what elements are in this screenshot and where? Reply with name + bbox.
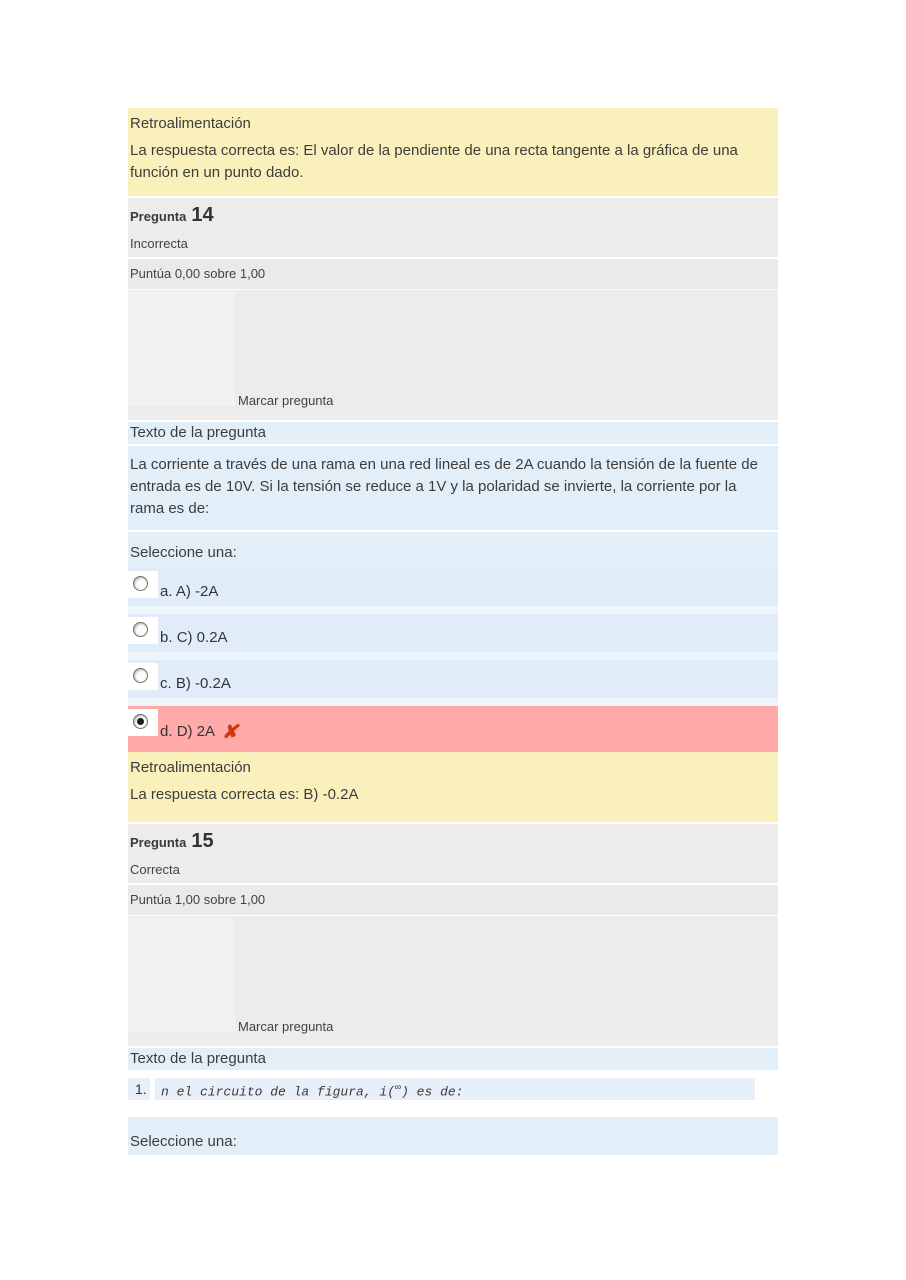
- quiz-content-column: [128, 108, 778, 1155]
- question-number-line: [130, 830, 778, 853]
- question-label: Pregunta: [130, 209, 187, 224]
- option-text: C) 0.2A: [176, 629, 228, 646]
- question14-grade: Puntúa 0,00 sobre 1,00: [128, 259, 778, 289]
- question15-flag-area: [128, 916, 778, 1046]
- option-text: A) -2A: [175, 583, 219, 600]
- option-row-d-selected-incorrect[interactable]: [128, 706, 778, 752]
- question14-flag-area: [128, 290, 778, 420]
- radio-button-d-checked[interactable]: [133, 714, 148, 729]
- option-label[interactable]: [160, 721, 238, 744]
- option-key: c.: [160, 675, 172, 692]
- feedback-text: La respuesta correcta es: El valor de la pendiente de una recta tangente a la gráfica de una función en un punto dado.: [130, 142, 738, 181]
- feedback-text: La respuesta correcta es: B) -0.2A: [130, 786, 359, 803]
- feedback-title: Retroalimentación: [130, 759, 251, 776]
- question15-text: [155, 1078, 755, 1100]
- option-key: d.: [160, 723, 173, 740]
- question14-options: [128, 568, 778, 752]
- radio-cell: [128, 617, 158, 644]
- question14-info: [128, 198, 778, 257]
- question-info-column: [128, 918, 235, 1032]
- radio-cell: [128, 571, 158, 598]
- option-row-b[interactable]: [128, 614, 778, 652]
- question-number: 14: [191, 204, 214, 226]
- radio-button-b[interactable]: [133, 622, 148, 637]
- option-key: b.: [160, 629, 173, 646]
- option-label[interactable]: [160, 583, 218, 600]
- feedback-box-q13: [128, 108, 778, 196]
- question15-grade: Puntúa 1,00 sobre 1,00: [128, 885, 778, 915]
- question14-prompt: Seleccione una:: [128, 532, 778, 568]
- question15-prompt: Seleccione una:: [128, 1117, 778, 1155]
- option-row-c[interactable]: [128, 660, 778, 698]
- option-text: D) 2A: [176, 723, 216, 740]
- incorrect-cross-icon: ✘: [222, 722, 238, 743]
- option-text: B) -0.2A: [175, 675, 231, 692]
- infinity-symbol: ∞: [395, 1083, 402, 1094]
- mono-text-pre: n el circuito de la figura, i(: [161, 1084, 396, 1100]
- radio-button-c[interactable]: [133, 668, 148, 683]
- question-info-column: [128, 292, 235, 406]
- list-marker: 1.: [128, 1078, 150, 1100]
- option-row-a[interactable]: [128, 568, 778, 606]
- question15-info: [128, 824, 778, 883]
- option-label[interactable]: [160, 675, 231, 692]
- question14-text-header: Texto de la pregunta: [128, 422, 778, 444]
- radio-cell: [128, 709, 158, 736]
- flag-question-button[interactable]: Marcar pregunta: [238, 393, 334, 408]
- option-label[interactable]: [160, 629, 228, 646]
- question15-list-line: [128, 1078, 778, 1100]
- flag-question-button[interactable]: Marcar pregunta: [238, 1019, 334, 1034]
- question-state: Correcta: [130, 862, 180, 877]
- question-state: Incorrecta: [130, 236, 188, 251]
- radio-cell: [128, 663, 158, 690]
- feedback-title: Retroalimentación: [130, 115, 251, 132]
- question-label: Pregunta: [130, 835, 187, 850]
- question15-text-header: Texto de la pregunta: [128, 1048, 778, 1070]
- question14-text: La corriente a través de una rama en una red lineal es de 2A cuando la tensión de la fuente de entrada es de 10V. Si la tensión se reduce a 1V y la polaridad se invierte, la corriente por la rama es de:: [128, 446, 778, 530]
- feedback-box-q14: [128, 752, 778, 822]
- question-number: 15: [191, 830, 214, 852]
- option-key: a.: [160, 583, 173, 600]
- question-number-line: [130, 204, 778, 227]
- mono-text-post: ) es de:: [401, 1084, 464, 1100]
- radio-button-a[interactable]: [133, 576, 148, 591]
